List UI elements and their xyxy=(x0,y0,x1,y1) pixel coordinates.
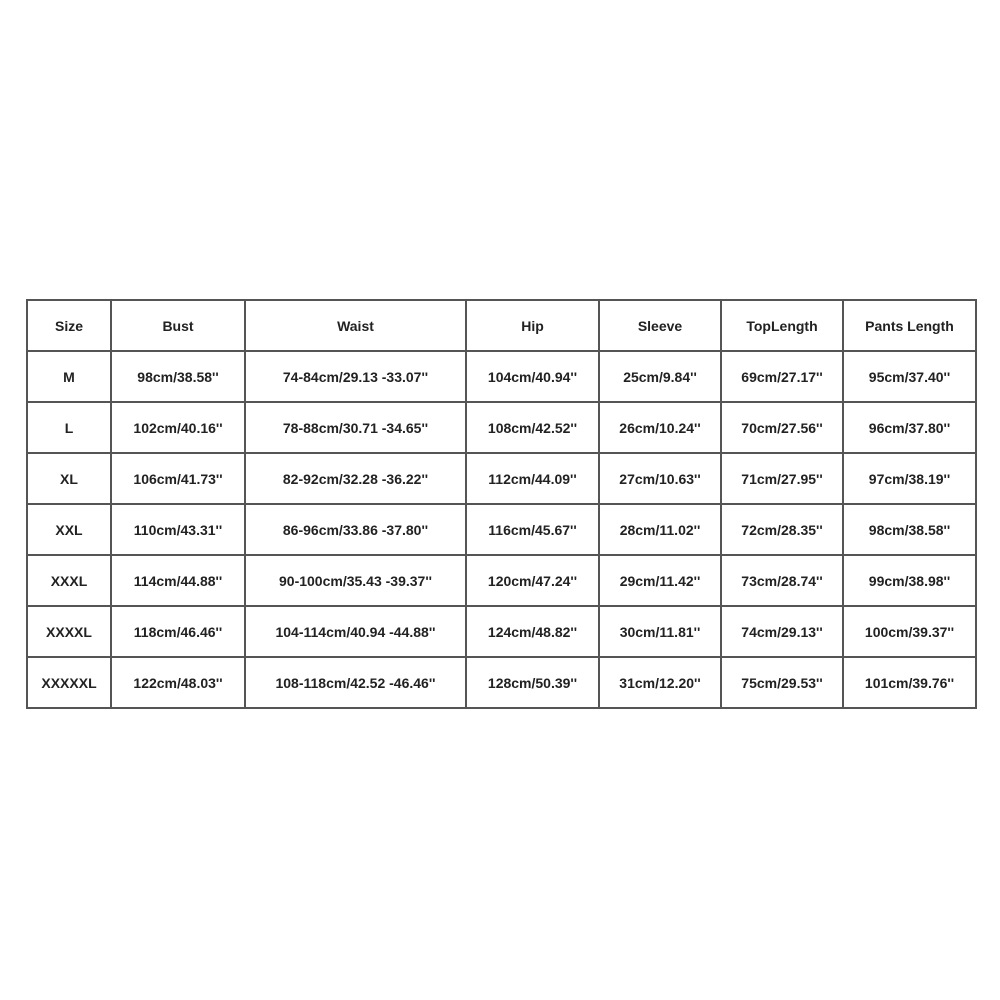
sleeve-cell: 27cm/10.63'' xyxy=(599,453,721,504)
bust-cell: 118cm/46.46'' xyxy=(111,606,245,657)
top-length-cell: 71cm/27.95'' xyxy=(721,453,843,504)
top-length-cell: 69cm/27.17'' xyxy=(721,351,843,402)
top-length-cell: 75cm/29.53'' xyxy=(721,657,843,708)
table-row xyxy=(27,504,976,555)
waist-cell: 104-114cm/40.94 -44.88'' xyxy=(245,606,466,657)
table-row xyxy=(27,351,976,402)
header-bust: Bust xyxy=(111,300,245,351)
top-length-cell: 74cm/29.13'' xyxy=(721,606,843,657)
sleeve-cell: 31cm/12.20'' xyxy=(599,657,721,708)
size-cell: XXXXL xyxy=(27,606,111,657)
bust-cell: 106cm/41.73'' xyxy=(111,453,245,504)
header-sleeve: Sleeve xyxy=(599,300,721,351)
table-row xyxy=(27,657,976,708)
pants-length-cell: 99cm/38.98'' xyxy=(843,555,976,606)
header-size: Size xyxy=(27,300,111,351)
pants-length-cell: 98cm/38.58'' xyxy=(843,504,976,555)
sleeve-cell: 25cm/9.84'' xyxy=(599,351,721,402)
size-cell: L xyxy=(27,402,111,453)
top-length-cell: 70cm/27.56'' xyxy=(721,402,843,453)
waist-cell: 78-88cm/30.71 -34.65'' xyxy=(245,402,466,453)
bust-cell: 114cm/44.88'' xyxy=(111,555,245,606)
sleeve-cell: 29cm/11.42'' xyxy=(599,555,721,606)
hip-cell: 128cm/50.39'' xyxy=(466,657,599,708)
bust-cell: 110cm/43.31'' xyxy=(111,504,245,555)
header-waist: Waist xyxy=(245,300,466,351)
hip-cell: 112cm/44.09'' xyxy=(466,453,599,504)
sleeve-cell: 30cm/11.81'' xyxy=(599,606,721,657)
header-row xyxy=(27,300,976,351)
table-row xyxy=(27,402,976,453)
size-cell: XXL xyxy=(27,504,111,555)
table-row xyxy=(27,606,976,657)
header-top-length: TopLength xyxy=(721,300,843,351)
hip-cell: 104cm/40.94'' xyxy=(466,351,599,402)
hip-cell: 120cm/47.24'' xyxy=(466,555,599,606)
size-chart-table xyxy=(26,299,977,709)
header-pants-length: Pants Length xyxy=(843,300,976,351)
pants-length-cell: 95cm/37.40'' xyxy=(843,351,976,402)
bust-cell: 98cm/38.58'' xyxy=(111,351,245,402)
waist-cell: 108-118cm/42.52 -46.46'' xyxy=(245,657,466,708)
bust-cell: 122cm/48.03'' xyxy=(111,657,245,708)
size-cell: XL xyxy=(27,453,111,504)
pants-length-cell: 96cm/37.80'' xyxy=(843,402,976,453)
header-hip: Hip xyxy=(466,300,599,351)
waist-cell: 74-84cm/29.13 -33.07'' xyxy=(245,351,466,402)
pants-length-cell: 101cm/39.76'' xyxy=(843,657,976,708)
pants-length-cell: 97cm/38.19'' xyxy=(843,453,976,504)
sleeve-cell: 28cm/11.02'' xyxy=(599,504,721,555)
waist-cell: 86-96cm/33.86 -37.80'' xyxy=(245,504,466,555)
bust-cell: 102cm/40.16'' xyxy=(111,402,245,453)
table-row xyxy=(27,453,976,504)
sleeve-cell: 26cm/10.24'' xyxy=(599,402,721,453)
waist-cell: 90-100cm/35.43 -39.37'' xyxy=(245,555,466,606)
table-row xyxy=(27,555,976,606)
top-length-cell: 73cm/28.74'' xyxy=(721,555,843,606)
hip-cell: 116cm/45.67'' xyxy=(466,504,599,555)
waist-cell: 82-92cm/32.28 -36.22'' xyxy=(245,453,466,504)
size-cell: XXXXXL xyxy=(27,657,111,708)
hip-cell: 124cm/48.82'' xyxy=(466,606,599,657)
top-length-cell: 72cm/28.35'' xyxy=(721,504,843,555)
pants-length-cell: 100cm/39.37'' xyxy=(843,606,976,657)
size-cell: M xyxy=(27,351,111,402)
size-cell: XXXL xyxy=(27,555,111,606)
hip-cell: 108cm/42.52'' xyxy=(466,402,599,453)
